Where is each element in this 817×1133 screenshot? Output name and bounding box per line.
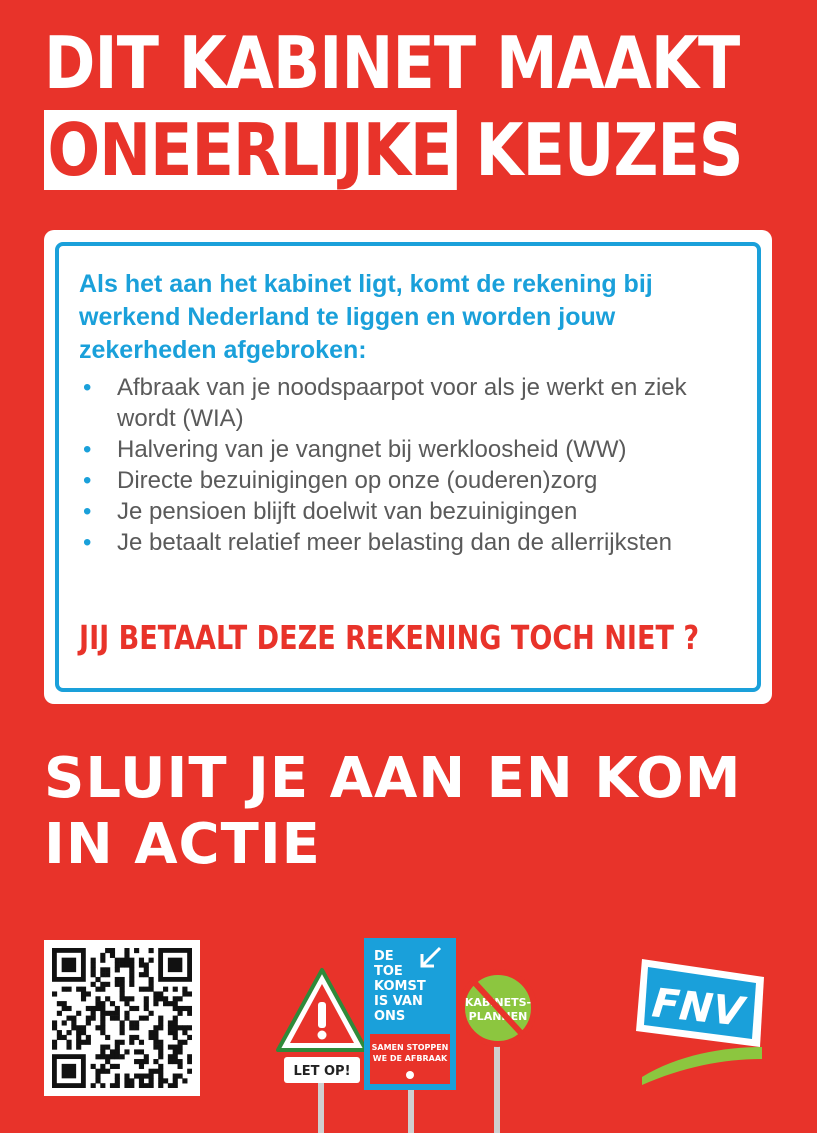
blue-sign-sub: WE DE AFBRAAK <box>372 1054 448 1063</box>
info-card-border <box>55 242 761 692</box>
green-sign-line: KABINETS- <box>464 996 532 1009</box>
prohibited-sign-icon <box>462 972 534 1044</box>
cta-line1: SLUIT JE AAN EN KOM <box>44 746 742 811</box>
bullet-icon: • <box>83 436 92 463</box>
bullet-icon: • <box>83 467 92 494</box>
cta-line2: IN ACTIE <box>44 812 321 877</box>
list-item: • Halvering van je vangnet bij werkloosheid (WW) <box>83 436 627 463</box>
blue-sign-line: TOE <box>374 964 403 979</box>
list-item: • Afbraak van je noodspaarpot voor als je werkt en ziek wordt (WIA) <box>83 374 687 432</box>
blue-sign-line: ONS <box>374 1009 406 1024</box>
bullet-icon: • <box>83 529 92 556</box>
bullet-icon: • <box>83 374 92 401</box>
info-card <box>44 230 772 704</box>
qr-code[interactable] <box>44 940 200 1096</box>
call-to-action <box>44 746 784 878</box>
blue-protest-sign <box>364 938 456 1090</box>
headline-line1: DIT KABINET MAAKT <box>44 21 740 105</box>
bullet-icon: • <box>83 498 92 525</box>
headline <box>44 21 784 192</box>
blue-sign-sub: SAMEN STOPPEN <box>371 1043 449 1052</box>
blue-sign-line: DE <box>374 949 394 964</box>
headline-highlight: ONEERLIJKE <box>44 110 457 190</box>
headline-line2-rest: KEUZES <box>475 108 743 192</box>
list-item: • Directe bezuinigingen op onze (ouderen)zorg <box>83 467 598 494</box>
logo-text: FNV <box>649 980 746 1036</box>
card-question: JIJ BETAALT DEZE REKENING TOCH NIET ? <box>79 618 700 657</box>
blue-sign-line: IS VAN <box>374 994 423 1009</box>
warning-label: LET OP! <box>293 1064 351 1079</box>
fnv-logo <box>628 955 768 1087</box>
green-sign-line: PLANNEN <box>468 1010 528 1023</box>
qr-code-icon <box>52 948 192 1088</box>
small-logo-icon <box>406 1071 414 1079</box>
blue-sign-line: KOMST <box>374 979 426 994</box>
list-item: • Je betaalt relatief meer belasting dan de allerrijksten <box>83 529 672 556</box>
bullet-list <box>79 372 729 558</box>
list-item: • Je pensioen blijft doelwit van bezuinigingen <box>83 498 578 525</box>
card-intro: Als het aan het kabinet ligt, komt de rekening bij werkend Nederland te liggen en worden jouw zekerheden afgebroken: <box>79 270 653 364</box>
warning-sign-icon <box>278 970 366 1083</box>
protest-signs-illustration <box>270 930 550 1133</box>
headline-line2 <box>44 108 743 192</box>
logo-swoosh-icon <box>642 1047 762 1085</box>
